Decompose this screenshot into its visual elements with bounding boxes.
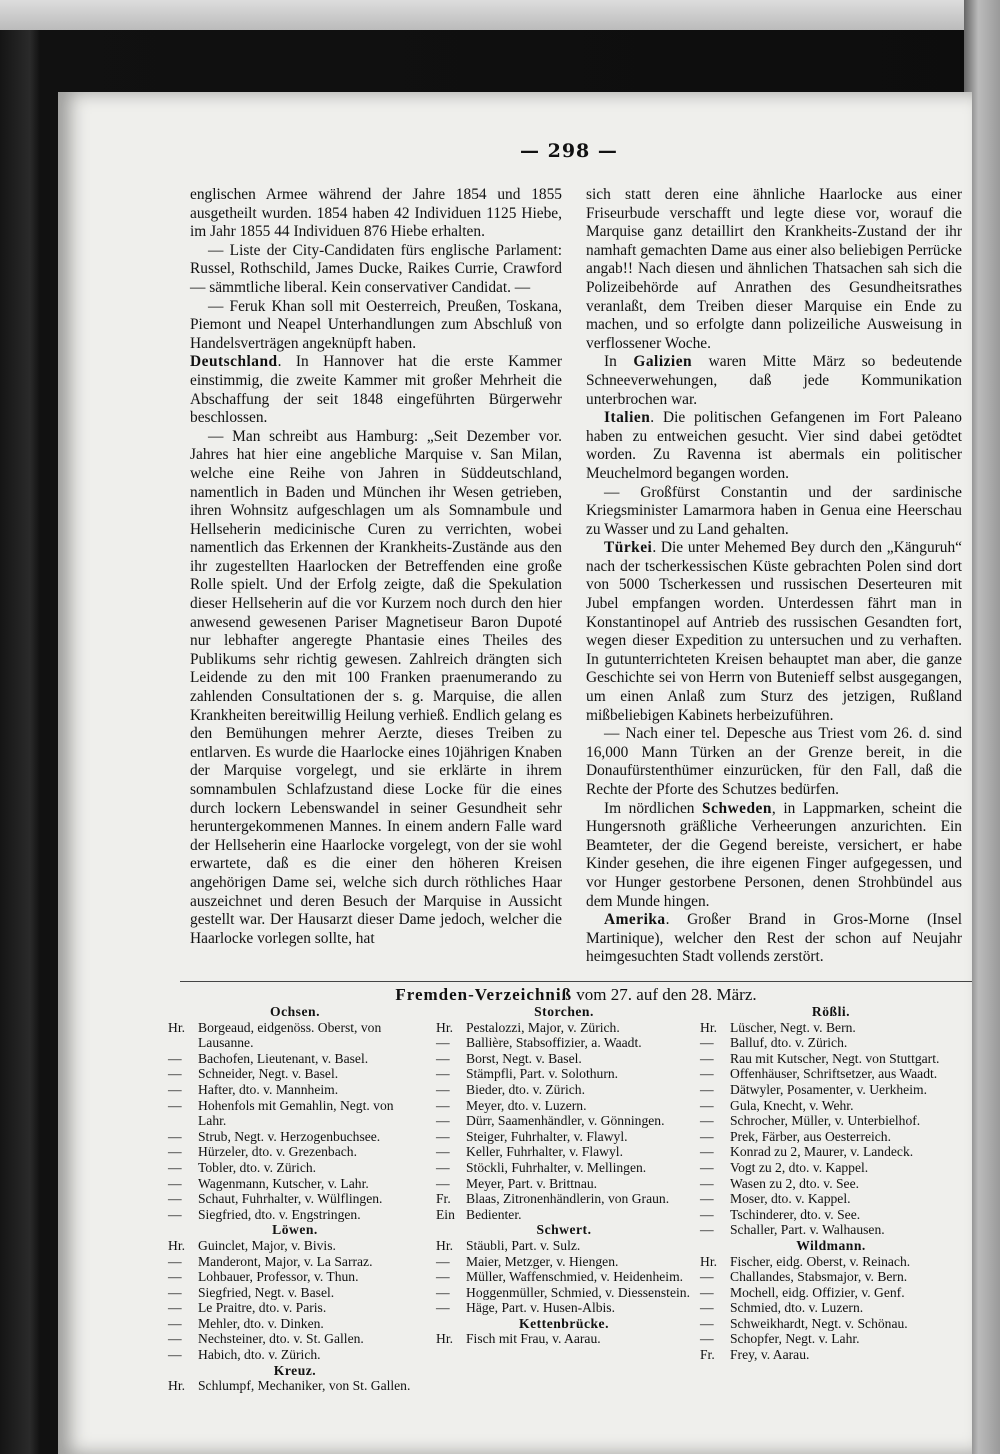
guest-details: Challandes, Stabsmajor, v. Bern.	[730, 1269, 908, 1285]
guest-entry	[700, 1300, 962, 1316]
guest-entry	[436, 1285, 692, 1301]
fremden-verzeichnis-title	[180, 985, 972, 1005]
paragraph-text: . Großer Brand in Gros-Morne (Insel Martinique), welcher den Rest der schon auf Neujahr heimgesuchten Stadt vollends zerstört.	[586, 911, 962, 966]
guest-title: —	[700, 1113, 714, 1129]
guest-entry	[168, 1331, 422, 1347]
guest-entry	[436, 1129, 692, 1145]
article-paragraph	[190, 353, 562, 427]
guest-title: Hr.	[168, 1378, 185, 1394]
guest-entry	[436, 1035, 692, 1051]
guest-details: Guinclet, Major, v. Bivis.	[198, 1237, 336, 1253]
guest-entry	[168, 1300, 422, 1316]
guest-title: —	[436, 1081, 450, 1097]
hotel-heading: Rößli.	[811, 1004, 851, 1019]
paragraph-text: — Liste der City-Candidaten fürs englische Parlament: Russel, Rothschild, James Ducke, Raikes Currie, Crawford — sämmtliche liberal. Kein conservativer Candidat. —	[190, 241, 562, 296]
paragraph-text: — Nach einer tel. Depesche aus Triest vom 26. d. sind 16,000 Mann Türken an der Grenze bereit, in die Donaufürstenthümer einzurücken, für den Fall, daß die Rechte der Pforte des Schutzes bedürfen.	[586, 725, 962, 798]
guest-details: Stöckli, Fuhrhalter, v. Mellingen.	[466, 1159, 647, 1175]
guest-title: —	[436, 1097, 450, 1113]
guest-title: —	[168, 1191, 182, 1207]
guest-details: Tobler, dto. v. Zürich.	[198, 1159, 317, 1175]
guest-details: Balluf, dto. v. Zürich.	[730, 1035, 848, 1051]
guest-details: Fischer, eidg. Oberst, v. Reinach.	[730, 1253, 911, 1269]
guest-details: Manderont, Major, v. La Sarraz.	[198, 1253, 373, 1269]
guest-entry	[700, 1144, 962, 1160]
guest-details: Offenhäuser, Schriftsetzer, aus Waadt.	[730, 1066, 938, 1082]
left-article-column	[190, 186, 562, 948]
guest-entry	[700, 1191, 962, 1207]
paragraph-text: . Die politischen Gefangenen im Fort Paleano haben zu entweichen gesucht. Vier sind dabei getödtet worden. Zu Ravenna ist abermals ein politischer Meuchelmord begangen worden.	[586, 409, 962, 482]
guest-details: Bedienter.	[466, 1206, 522, 1222]
guest-entry	[700, 1113, 962, 1129]
guest-title: —	[700, 1222, 714, 1238]
guest-title: —	[168, 1175, 182, 1191]
guest-entry	[436, 1300, 692, 1316]
guest-title: —	[168, 1300, 182, 1316]
guest-entry	[168, 1051, 422, 1067]
guest-details: Nechsteiner, dto. v. St. Gallen.	[198, 1331, 364, 1347]
guest-entry	[436, 1160, 692, 1176]
guest-details: Schrocher, Müller, v. Unterbielhof.	[730, 1113, 921, 1129]
guest-entry	[436, 1176, 692, 1192]
guest-entry	[168, 1254, 422, 1270]
guest-details: Stäubli, Part. v. Sulz.	[466, 1237, 581, 1253]
guest-details: Pestalozzi, Major, v. Zürich.	[466, 1019, 620, 1035]
guest-entry	[168, 1191, 422, 1207]
guest-entry	[168, 1238, 422, 1254]
guest-details: Ballière, Stabsoffizier, a. Waadt.	[466, 1035, 642, 1051]
guest-entry	[436, 1269, 692, 1285]
right-article-column	[586, 186, 962, 967]
guest-details: Blaas, Zitronenhändlerin, von Graun.	[466, 1191, 670, 1207]
guest-title: —	[700, 1144, 714, 1160]
article-paragraph	[586, 911, 962, 967]
guest-title: —	[700, 1175, 714, 1191]
guest-title: —	[436, 1035, 450, 1051]
guest-entry	[436, 1020, 692, 1036]
hotel-heading: Storchen.	[534, 1004, 594, 1019]
article-paragraph	[586, 800, 962, 912]
guest-details: Bachofen, Lieutenant, v. Basel.	[198, 1050, 369, 1066]
guest-entry	[168, 1207, 422, 1223]
guest-title: —	[700, 1097, 714, 1113]
guest-entry	[168, 1316, 422, 1332]
guest-title: Hr.	[436, 1237, 453, 1253]
article-paragraph	[586, 353, 962, 409]
guest-title: —	[168, 1144, 182, 1160]
article-paragraph	[190, 242, 562, 298]
guest-title: —	[168, 1331, 182, 1347]
guest-entry	[700, 1285, 962, 1301]
guest-list-column-2	[436, 1004, 692, 1347]
guest-details: Dätwyler, Posamenter, v. Uerkheim.	[730, 1081, 927, 1097]
guest-details: Moser, dto. v. Kappel.	[730, 1191, 851, 1207]
guest-entry	[700, 1129, 962, 1145]
guest-entry	[436, 1098, 692, 1114]
guest-entry	[168, 1082, 422, 1098]
guest-details: Gula, Knecht, v. Wehr.	[730, 1097, 854, 1113]
guest-details: Hafter, dto. v. Mannheim.	[198, 1081, 339, 1097]
guest-details: Lüscher, Negt. v. Bern.	[730, 1019, 856, 1035]
guest-entry	[700, 1316, 962, 1332]
guest-details: Keller, Fuhrhalter, v. Flawyl.	[466, 1144, 623, 1160]
guest-details: Schmied, dto. v. Luzern.	[730, 1300, 864, 1316]
guest-title: —	[168, 1315, 182, 1331]
guest-entry	[700, 1066, 962, 1082]
guest-entry	[168, 1144, 422, 1160]
guest-entry	[700, 1207, 962, 1223]
guest-title: —	[168, 1269, 182, 1285]
guest-entry	[436, 1144, 692, 1160]
guest-details: Hohenfols mit Gemahlin, Negt. von Lahr.	[198, 1097, 394, 1129]
guest-details: Borst, Negt. v. Basel.	[466, 1050, 582, 1066]
article-paragraph	[190, 428, 562, 949]
guest-details: Schweikhardt, Negt. v. Schönau.	[730, 1315, 908, 1331]
hotel-heading: Ochsen.	[270, 1004, 320, 1019]
paragraph-text: , in Lappmarken, scheint die Hungersnoth gräßliche Verheerungen anzurichten. Ein Beamteter, der die Gegend bereiste, versichert, er habe Kinder gesehen, die ihre eigenen Finger aufgegessen, und vor Hunger gestorbene Personen, denen Strohbündel aus dem Munde hingen.	[586, 799, 962, 910]
guest-title: Hr.	[700, 1253, 717, 1269]
guest-title: Hr.	[436, 1331, 453, 1347]
guest-title: —	[436, 1113, 450, 1129]
guest-title: —	[700, 1331, 714, 1347]
guest-entry	[700, 1082, 962, 1098]
guest-details: Borgeaud, eidgenöss. Oberst, von Lausanne.	[198, 1019, 382, 1051]
guest-details: Fisch mit Frau, v. Aarau.	[466, 1331, 601, 1347]
article-paragraph	[586, 484, 962, 540]
paragraph-text: — Man schreibt aus Hamburg: „Seit Dezember vor. Jahres hat hier eine angebliche Marquise v. San Milan, welche eine Reihe von Jahren in Süddeutschland, namentlich in Baden und München ihr Wesen getrieben, ihren Wohnsitz aufgeschlagen um als Somnambule und Hellseherin medicinische Curen zu verrichten, wobei namentlich das Erkennen der Krankheits-Zustände aus den ihr zugestellten Haarlocken der Betreffenden eine große Rolle spielt. Und der Erfolg zeigte, daß die Spekulation dieser Hellseherin auf die vor Kurzem noch durch den hier anwesend gewesenen Pariser Magnetiseur Baron Dupoté nur lebhafter angeregte Phantasie eines Theiles des Publikums sehr richtig gewesen. Zahlreich drängten sich Leidende zu den mit 100 Franken praenumerando zu zahlenden Consultationen der s. g. Marquise, die allen Krankheiten bereitwillig Heilung verhieß. Endlich gelang es den Bemühungen mehrer Aerzte, dieses Treiben zu entlarven. Es wurde die Haarlocke eines 10jährigen Knaben der Marquise vorgelegt, und sie erklärte in ihrem somnambulen Schlafzustand diese Locke für die eines durch lockern Lebenswandel in seiner Gesundheit sehr heruntergekommenen Mannes. In einem andern Falle ward der Hellseherin eine Haarlocke vorgelegt, von der sie wohl erwartete, daß es die einer den höheren Kreisen angehörigen Dame sei, welche sich durch röthliches Haar auszeichnet und deren Besuch der Marquise in Aussicht gestellt war. Der Hausarzt dieser Dame jedoch, welcher die Haarlocke vorlegen sollte, hat	[190, 427, 562, 947]
section-keyword: Türkei	[604, 539, 653, 557]
hotel-heading: Kreuz.	[273, 1362, 317, 1378]
article-paragraph	[586, 409, 962, 483]
guest-title: Hr.	[436, 1019, 453, 1035]
guest-details: Mochell, eidg. Offizier, v. Genf.	[730, 1284, 905, 1300]
guest-entry	[168, 1347, 422, 1363]
guest-title: —	[436, 1144, 450, 1160]
guest-title: —	[168, 1066, 182, 1082]
article-paragraph	[586, 725, 962, 799]
guest-title: —	[700, 1300, 714, 1316]
guest-entry	[436, 1051, 692, 1067]
article-paragraph	[190, 186, 562, 242]
guest-details: Prek, Färber, aus Oesterreich.	[730, 1128, 892, 1144]
guest-entry	[700, 1254, 962, 1270]
paragraph-text: — Feruk Khan soll mit Oesterreich, Preußen, Toskana, Piemont und Neapel Unterhandlungen zum Abschluß von Handelsverträgen angeknüpft haben.	[190, 297, 562, 352]
article-paragraph	[586, 186, 962, 353]
guest-entry	[436, 1191, 692, 1207]
guest-entry	[700, 1176, 962, 1192]
section-divider	[180, 981, 972, 982]
guest-title: —	[700, 1284, 714, 1300]
section-keyword: Schweden	[702, 799, 772, 817]
guest-title: —	[700, 1191, 714, 1207]
guest-title: —	[700, 1159, 714, 1175]
guest-details: Wagenmann, Kutscher, v. Lahr.	[198, 1175, 369, 1191]
guest-title: —	[436, 1066, 450, 1082]
guest-entry	[168, 1098, 422, 1129]
section-keyword: Galizien	[633, 353, 693, 371]
guest-title: —	[168, 1128, 182, 1144]
guest-details: Siegfried, dto. v. Engstringen.	[198, 1206, 361, 1222]
guest-details: Dürr, Saamenhändler, v. Gönningen.	[466, 1113, 665, 1129]
guest-details: Maier, Metzger, v. Hiengen.	[466, 1253, 619, 1269]
guest-details: Wasen zu 2, dto. v. See.	[730, 1175, 860, 1191]
guest-entry	[436, 1254, 692, 1270]
guest-title: —	[168, 1347, 182, 1363]
guest-details: Meyer, Part. v. Brittnau.	[466, 1175, 598, 1191]
guest-title: —	[436, 1159, 450, 1175]
guest-details: Le Praitre, dto. v. Paris.	[198, 1300, 327, 1316]
guest-details: Lohbauer, Professor, v. Thun.	[198, 1269, 359, 1285]
guest-title: —	[700, 1128, 714, 1144]
guest-entry	[168, 1285, 422, 1301]
paragraph-text: — Großfürst Constantin und der sardinische Kriegsminister Lamarmora haben in Genua eine Heerschau zu Wasser und zu Land gehalten.	[586, 483, 962, 538]
guest-entry	[700, 1222, 962, 1238]
guest-entry	[436, 1331, 692, 1347]
guest-title: —	[700, 1035, 714, 1051]
guest-entry	[168, 1176, 422, 1192]
paragraph-text: englischen Armee während der Jahre 1854 und 1855 ausgetheilt wurden. 1854 haben 42 Individuen 1125 Hiebe, im Jahr 1855 44 Individuen 876 Hiebe erhalten.	[190, 186, 562, 241]
paragraph-text: waren Mitte März so bedeutende Schneeverwehungen, daß jede Kommunikation unterbrochen war.	[586, 353, 962, 408]
book-top-edge	[0, 0, 1000, 30]
guest-title: —	[168, 1050, 182, 1066]
guest-title: —	[436, 1253, 450, 1269]
paragraph-text: Im nördlichen	[604, 799, 703, 817]
guest-list-column-1	[168, 1004, 422, 1394]
guest-details: Hoggenmüller, Schmied, v. Diessenstein.	[466, 1284, 690, 1300]
guest-title: Hr.	[700, 1019, 717, 1035]
guest-entry	[700, 1269, 962, 1285]
guest-title: —	[436, 1128, 450, 1144]
guest-title: Fr.	[436, 1191, 451, 1207]
paragraph-text: . Die unter Mehemed Bey durch den „Känguruh“ nach der tscherkessischen Küste gebrachten Polen sind dort von 5000 Tscherkessen und russischen Deserteuren mit Jubel empfangen worden. Unterdessen fährt man in Konstantinopel auf Antrieb des russischen Gesandten fort, wegen dieser Expedition zu untersuchen und zu verhaften. In gutunterrichteten Kreisen behauptet man aber, die ganze Geschichte sei von Herrn von Buteniеff selbst ausgegangen, um einen Anlaß zum Sturz des jetzigen, Rußland mißbeliebigen Kabinets herbeizuführen.	[586, 539, 962, 724]
guest-entry	[168, 1269, 422, 1285]
guest-details: Habich, dto. v. Zürich.	[198, 1347, 321, 1363]
guest-entry	[168, 1020, 422, 1051]
paragraph-text: sich statt deren eine ähnliche Haarlocke aus einer Friseurbude verschafft und legte diese vor, worauf die Marquise ganz detaillirt den Krankheits-Zustand der ihr namhaft gemachten Dame aus einer also beliebigen Perrücke angab!! Nach diesen und ähnlichen Thatsachen sah sich die Polizeibehörde auf Anrathen des Gesundheitsrathes veranlaßt, dem Treiben dieser Marquise ein Ende zu machen, und so erfolgte dann polizeiliche Ausweisung in verflossener Woche.	[586, 186, 962, 352]
guest-entry	[436, 1238, 692, 1254]
guest-details: Häge, Part. v. Husen-Albis.	[466, 1300, 615, 1316]
guest-details: Bieder, dto. v. Zürich.	[466, 1081, 585, 1097]
guest-list-column-3	[700, 1004, 962, 1363]
hotel-heading: Schwert.	[536, 1222, 592, 1238]
guest-title: Fr.	[700, 1347, 715, 1363]
guest-details: Siegfried, Negt. v. Basel.	[198, 1284, 335, 1300]
guest-details: Rau mit Kutscher, Negt. von Stuttgart.	[730, 1050, 940, 1066]
guest-title: —	[168, 1206, 182, 1222]
guest-title: —	[700, 1269, 714, 1285]
guest-entry	[436, 1113, 692, 1129]
guest-details: Mehler, dto. v. Dinken.	[198, 1315, 324, 1331]
guest-title: —	[436, 1175, 450, 1191]
section-keyword: Deutschland	[190, 353, 278, 371]
guest-title: —	[436, 1284, 450, 1300]
guest-entry	[700, 1098, 962, 1114]
guest-title: Hr.	[168, 1019, 185, 1035]
guest-details: Schaut, Fuhrhalter, v. Wülflingen.	[198, 1191, 383, 1207]
guest-details: Steiger, Fuhrhalter, v. Flawyl.	[466, 1128, 628, 1144]
guest-entry	[700, 1347, 962, 1363]
guest-title: —	[168, 1159, 182, 1175]
guest-title: —	[700, 1050, 714, 1066]
guest-title: —	[700, 1206, 714, 1222]
guest-title: —	[700, 1081, 714, 1097]
guest-entry	[436, 1082, 692, 1098]
guest-entry	[168, 1378, 422, 1394]
guest-details: Frey, v. Aarau.	[730, 1347, 810, 1363]
paragraph-text: In	[604, 353, 634, 371]
guest-title: —	[436, 1300, 450, 1316]
guest-title: —	[700, 1066, 714, 1082]
guest-entry	[436, 1066, 692, 1082]
guest-details: Müller, Waffenschmied, v. Heidenheim.	[466, 1269, 684, 1285]
article-paragraph	[586, 539, 962, 725]
guest-details: Hürzeler, dto. v. Grezenbach.	[198, 1144, 357, 1160]
guest-title: —	[168, 1284, 182, 1300]
guest-entry	[168, 1066, 422, 1082]
guest-details: Schopfer, Negt. v. Lahr.	[730, 1331, 860, 1347]
guest-title: —	[436, 1050, 450, 1066]
guest-details: Schneider, Negt. v. Basel.	[198, 1066, 339, 1082]
guest-title: —	[168, 1081, 182, 1097]
guest-title: —	[700, 1315, 714, 1331]
section-keyword: Amerika	[604, 911, 666, 929]
guest-title: Ein	[436, 1206, 455, 1222]
guest-details: Stämpfli, Part. v. Solothurn.	[466, 1066, 619, 1082]
guest-entry	[700, 1051, 962, 1067]
guest-entry	[700, 1331, 962, 1347]
fremden-title-date: vom 27. auf den 28. März.	[572, 985, 757, 1004]
guest-entry	[700, 1160, 962, 1176]
guest-details: Meyer, dto. v. Luzern.	[466, 1097, 587, 1113]
guest-entry	[436, 1207, 692, 1223]
guest-title: —	[168, 1253, 182, 1269]
section-keyword: Italien	[604, 409, 651, 427]
guest-details: Tschinderer, dto. v. See.	[730, 1206, 861, 1222]
guest-details: Strub, Negt. v. Herzogenbuchsee.	[198, 1128, 381, 1144]
guest-details: Vogt zu 2, dto. v. Kappel.	[730, 1159, 869, 1175]
page-number: — 298 —	[520, 140, 618, 162]
fremden-title-bold: Fremden-Verzeichniß	[395, 985, 573, 1004]
guest-title: —	[168, 1097, 182, 1113]
guest-title: Hr.	[168, 1237, 185, 1253]
article-paragraph	[190, 298, 562, 354]
guest-entry	[168, 1129, 422, 1145]
guest-entry	[168, 1160, 422, 1176]
guest-details: Schlumpf, Mechaniker, von St. Gallen.	[198, 1378, 411, 1394]
hotel-heading: Kettenbrücke.	[519, 1315, 609, 1331]
guest-title: —	[436, 1269, 450, 1285]
guest-details: Schaller, Part. v. Walhausen.	[730, 1222, 885, 1238]
guest-details: Konrad zu 2, Maurer, v. Landeck.	[730, 1144, 914, 1160]
guest-entry	[700, 1035, 962, 1051]
hotel-heading: Wildmann.	[796, 1237, 866, 1253]
hotel-heading: Löwen.	[272, 1222, 318, 1238]
paragraph-text: . In Hannover hat die erste Kammer einstimmig, die zweite Kammer mit großer Mehrheit die Abschaffung der seit 1848 eingeführten Bürgerwehr beschlossen.	[190, 353, 562, 427]
guest-entry	[700, 1020, 962, 1036]
